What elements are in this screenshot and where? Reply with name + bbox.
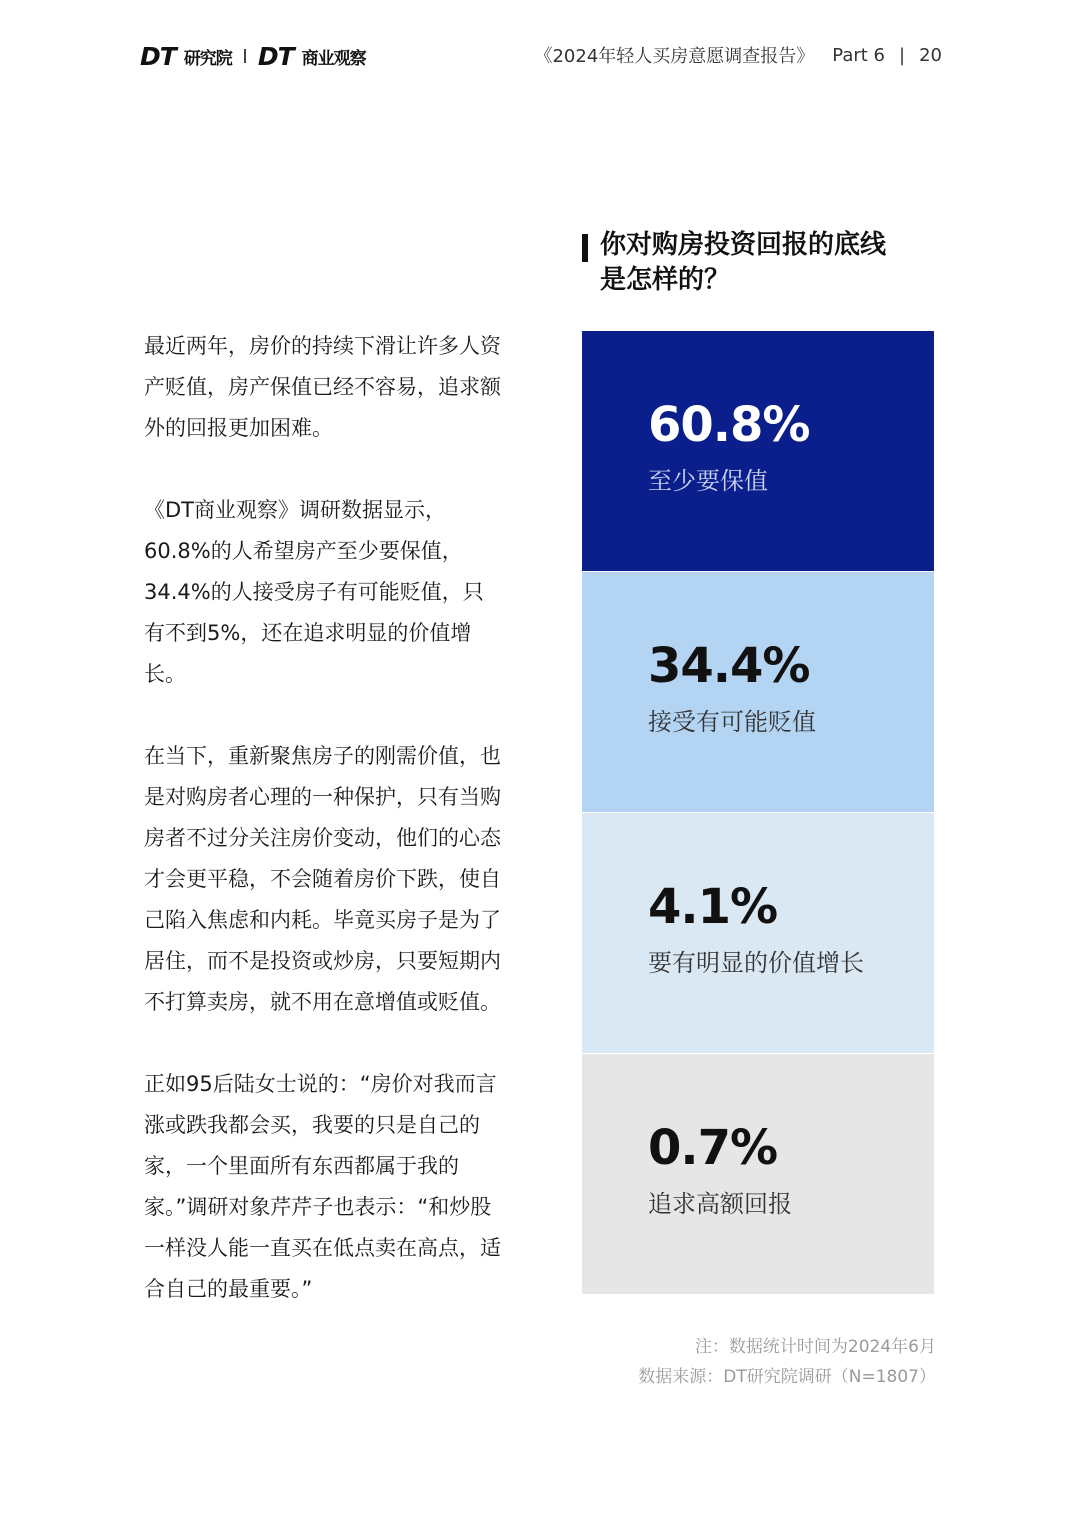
stat-block-4	[582, 1054, 934, 1295]
chart-blocks	[582, 331, 934, 1295]
chart-title: 你对购房投资回报的底线是怎样的？	[600, 230, 887, 295]
title-bar-mark	[582, 234, 588, 262]
body-text	[144, 326, 504, 1351]
paragraph-2: 《DT商业观察》调研数据显示，60.8%的人希望房产至少要保值，34.4%的人接受房子有可能贬值，只有不到5%，还在追求明显的价值增长。	[144, 498, 484, 686]
logo-separator	[244, 49, 246, 63]
source-note: 数据来源：DT研究院调研（N=1807）	[638, 1367, 936, 1387]
report-title: 《2024年轻人买房意愿调查报告》	[534, 46, 815, 67]
chart-title-block	[582, 228, 934, 298]
stat-percent: 34.4%	[648, 638, 810, 694]
stat-block-1	[582, 331, 934, 572]
page-number: 20	[919, 44, 942, 66]
logo-business-observe: 商业观察	[301, 48, 366, 69]
stat-block-3	[582, 813, 934, 1054]
stat-label: 要有明显的价值增长	[648, 949, 864, 977]
paragraph-3: 在当下，重新聚焦房子的刚需价值，也是对购房者心理的一种保护，只有当购房者不过分关注房价变动，他们的心态才会更平稳，不会随着房价下跌，使自己陷入焦虑和内耗。毕竟买房子是为了居住，而不是投资或炒房，只要短期内不打算卖房，就不用在意增值或贬值。	[144, 744, 501, 1014]
stat-block-2	[582, 572, 934, 813]
logo-dt-1: DT	[140, 41, 176, 71]
stat-label: 接受有可能贬值	[648, 708, 816, 736]
footnotes	[638, 1332, 936, 1392]
header-divider: |	[899, 44, 906, 66]
stat-label: 至少要保值	[648, 467, 768, 495]
stat-percent: 60.8%	[648, 397, 810, 453]
part-label: Part 6	[832, 44, 886, 66]
stat-percent: 0.7%	[648, 1120, 778, 1176]
stat-percent: 4.1%	[648, 879, 778, 935]
paragraph-1: 最近两年，房价的持续下滑让许多人资产贬值，房产保值已经不容易，追求额外的回报更加困难。	[144, 334, 501, 440]
logo	[140, 40, 366, 72]
stat-label: 追求高额回报	[648, 1190, 792, 1218]
date-note: 注：数据统计时间为2024年6月	[694, 1337, 936, 1357]
logo-institute: 研究院	[183, 48, 232, 69]
logo-dt-2: DT	[257, 41, 294, 71]
paragraph-4: 正如95后陆女士说的：“房价对我而言涨或跌我都会买，我要的只是自己的家，一个里面所有东西都属于我的家。”调研对象芹芹子也表示：“和炒股一样没人能一直买在低点卖在高点，适合自己的最重要。”	[144, 1072, 501, 1301]
page-header	[534, 42, 942, 68]
